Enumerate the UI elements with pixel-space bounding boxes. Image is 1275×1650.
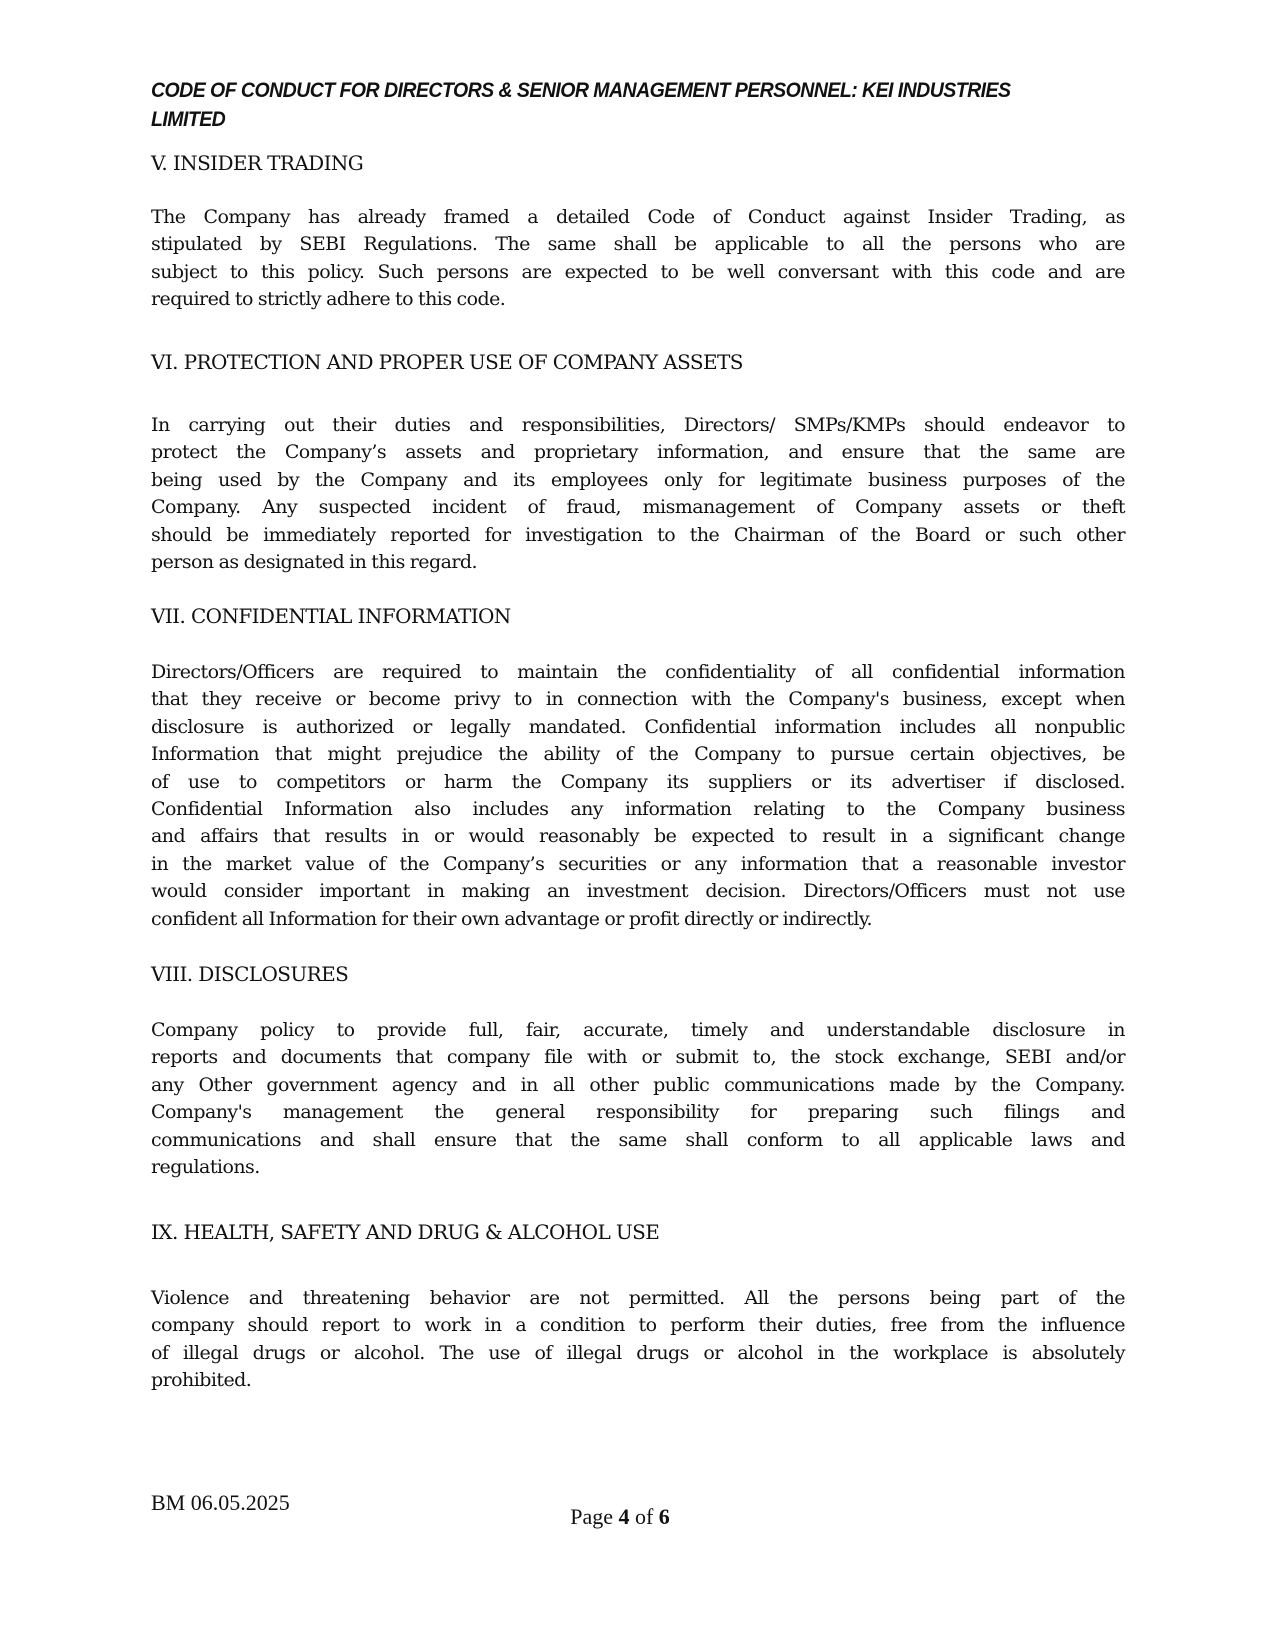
body-line: that they receive or become privy to in connection with the Company's business, except when xyxy=(151,688,1125,711)
body-line: of illegal drugs or alcohol. The use of illegal drugs or alcohol in the workplace is absolutely xyxy=(151,1341,1125,1364)
section-body-confidential-information xyxy=(151,659,1125,933)
document-title-line-2: LIMITED xyxy=(151,108,226,131)
body-line: of use to competitors or harm the Company its suppliers or its advertiser if disclosed. xyxy=(151,770,1125,793)
page-total: 6 xyxy=(658,1504,670,1529)
page-of-label: of xyxy=(634,1504,654,1529)
body-line: stipulated by SEBI Regulations. The same shall be applicable to all the persons who are xyxy=(151,233,1125,256)
page-label: Page xyxy=(570,1504,613,1529)
body-line: being used by the Company and its employees only for legitimate business purposes of the xyxy=(151,468,1125,491)
body-line: protect the Company’s assets and proprietary information, and ensure that the same are xyxy=(151,441,1125,464)
body-line: in the market value of the Company’s securities or any information that a reasonable investor xyxy=(151,852,1125,875)
page-number xyxy=(0,1504,1240,1530)
body-line: should be immediately reported for investigation to the Chairman of the Board or such other xyxy=(151,523,1125,546)
body-line: Information that might prejudice the ability of the Company to pursue certain objectives, be xyxy=(151,743,1125,766)
section-heading-insider-trading: V. INSIDER TRADING xyxy=(151,151,364,175)
section-body-company-assets xyxy=(151,412,1125,576)
section-body-insider-trading xyxy=(151,204,1125,314)
body-line: company should report to work in a condition to perform their duties, free from the influence xyxy=(151,1314,1125,1337)
footer-board-meeting-date: BM 06.05.2025 xyxy=(151,1490,290,1515)
section-heading-disclosures: VIII. DISCLOSURES xyxy=(151,962,349,986)
body-line: confident all Information for their own advantage or profit directly or indirectly. xyxy=(151,907,873,930)
section-heading-company-assets: VI. PROTECTION AND PROPER USE OF COMPANY ASSETS xyxy=(151,350,743,374)
body-line: subject to this policy. Such persons are expected to be well conversant with this code and are xyxy=(151,260,1125,283)
body-line: any Other government agency and in all other public communications made by the Company. xyxy=(151,1073,1125,1096)
body-line: Company. Any suspected incident of fraud, mismanagement of Company assets or theft xyxy=(151,496,1125,519)
body-line: The Company has already framed a detailed Code of Conduct against Insider Trading, as xyxy=(151,206,1125,228)
body-line: disclosure is authorized or legally mandated. Confidential information includes all nonpublic xyxy=(151,715,1125,738)
body-line: Directors/Officers are required to maintain the confidentiality of all confidential information xyxy=(151,661,1125,683)
body-line: Violence and threatening behavior are not permitted. All the persons being part of the xyxy=(151,1287,1125,1309)
body-line: Company policy to provide full, fair, accurate, timely and understandable disclosure in xyxy=(151,1019,1125,1041)
body-line: person as designated in this regard. xyxy=(151,551,478,574)
body-line: regulations. xyxy=(151,1156,260,1179)
body-line: reports and documents that company file with or submit to, the stock exchange, SEBI and/or xyxy=(151,1046,1125,1069)
section-heading-confidential-information: VII. CONFIDENTIAL INFORMATION xyxy=(151,604,511,628)
section-body-health-safety xyxy=(151,1285,1125,1395)
body-line: and affairs that results in or would reasonably be expected to result in a significant change xyxy=(151,825,1125,848)
section-heading-health-safety: IX. HEALTH, SAFETY AND DRUG & ALCOHOL USE xyxy=(151,1220,660,1244)
body-line: would consider important in making an investment decision. Directors/Officers must not use xyxy=(151,880,1125,903)
body-line: required to strictly adhere to this code. xyxy=(151,288,506,311)
page-current: 4 xyxy=(618,1504,630,1529)
section-body-disclosures xyxy=(151,1017,1125,1181)
body-line: prohibited. xyxy=(151,1369,252,1392)
body-line: In carrying out their duties and responsibilities, Directors/ SMPs/KMPs should endeavor to xyxy=(151,414,1125,436)
body-line: Company's management the general responsibility for preparing such filings and xyxy=(151,1101,1125,1124)
document-title-line-1: CODE OF CONDUCT FOR DIRECTORS & SENIOR MANAGEMENT PERSONNEL: KEI INDUSTRIES xyxy=(151,79,1011,102)
body-line: communications and shall ensure that the same shall conform to all applicable laws and xyxy=(151,1128,1125,1151)
document-header xyxy=(151,76,1128,134)
body-line: Confidential Information also includes any information relating to the Company business xyxy=(151,798,1125,821)
